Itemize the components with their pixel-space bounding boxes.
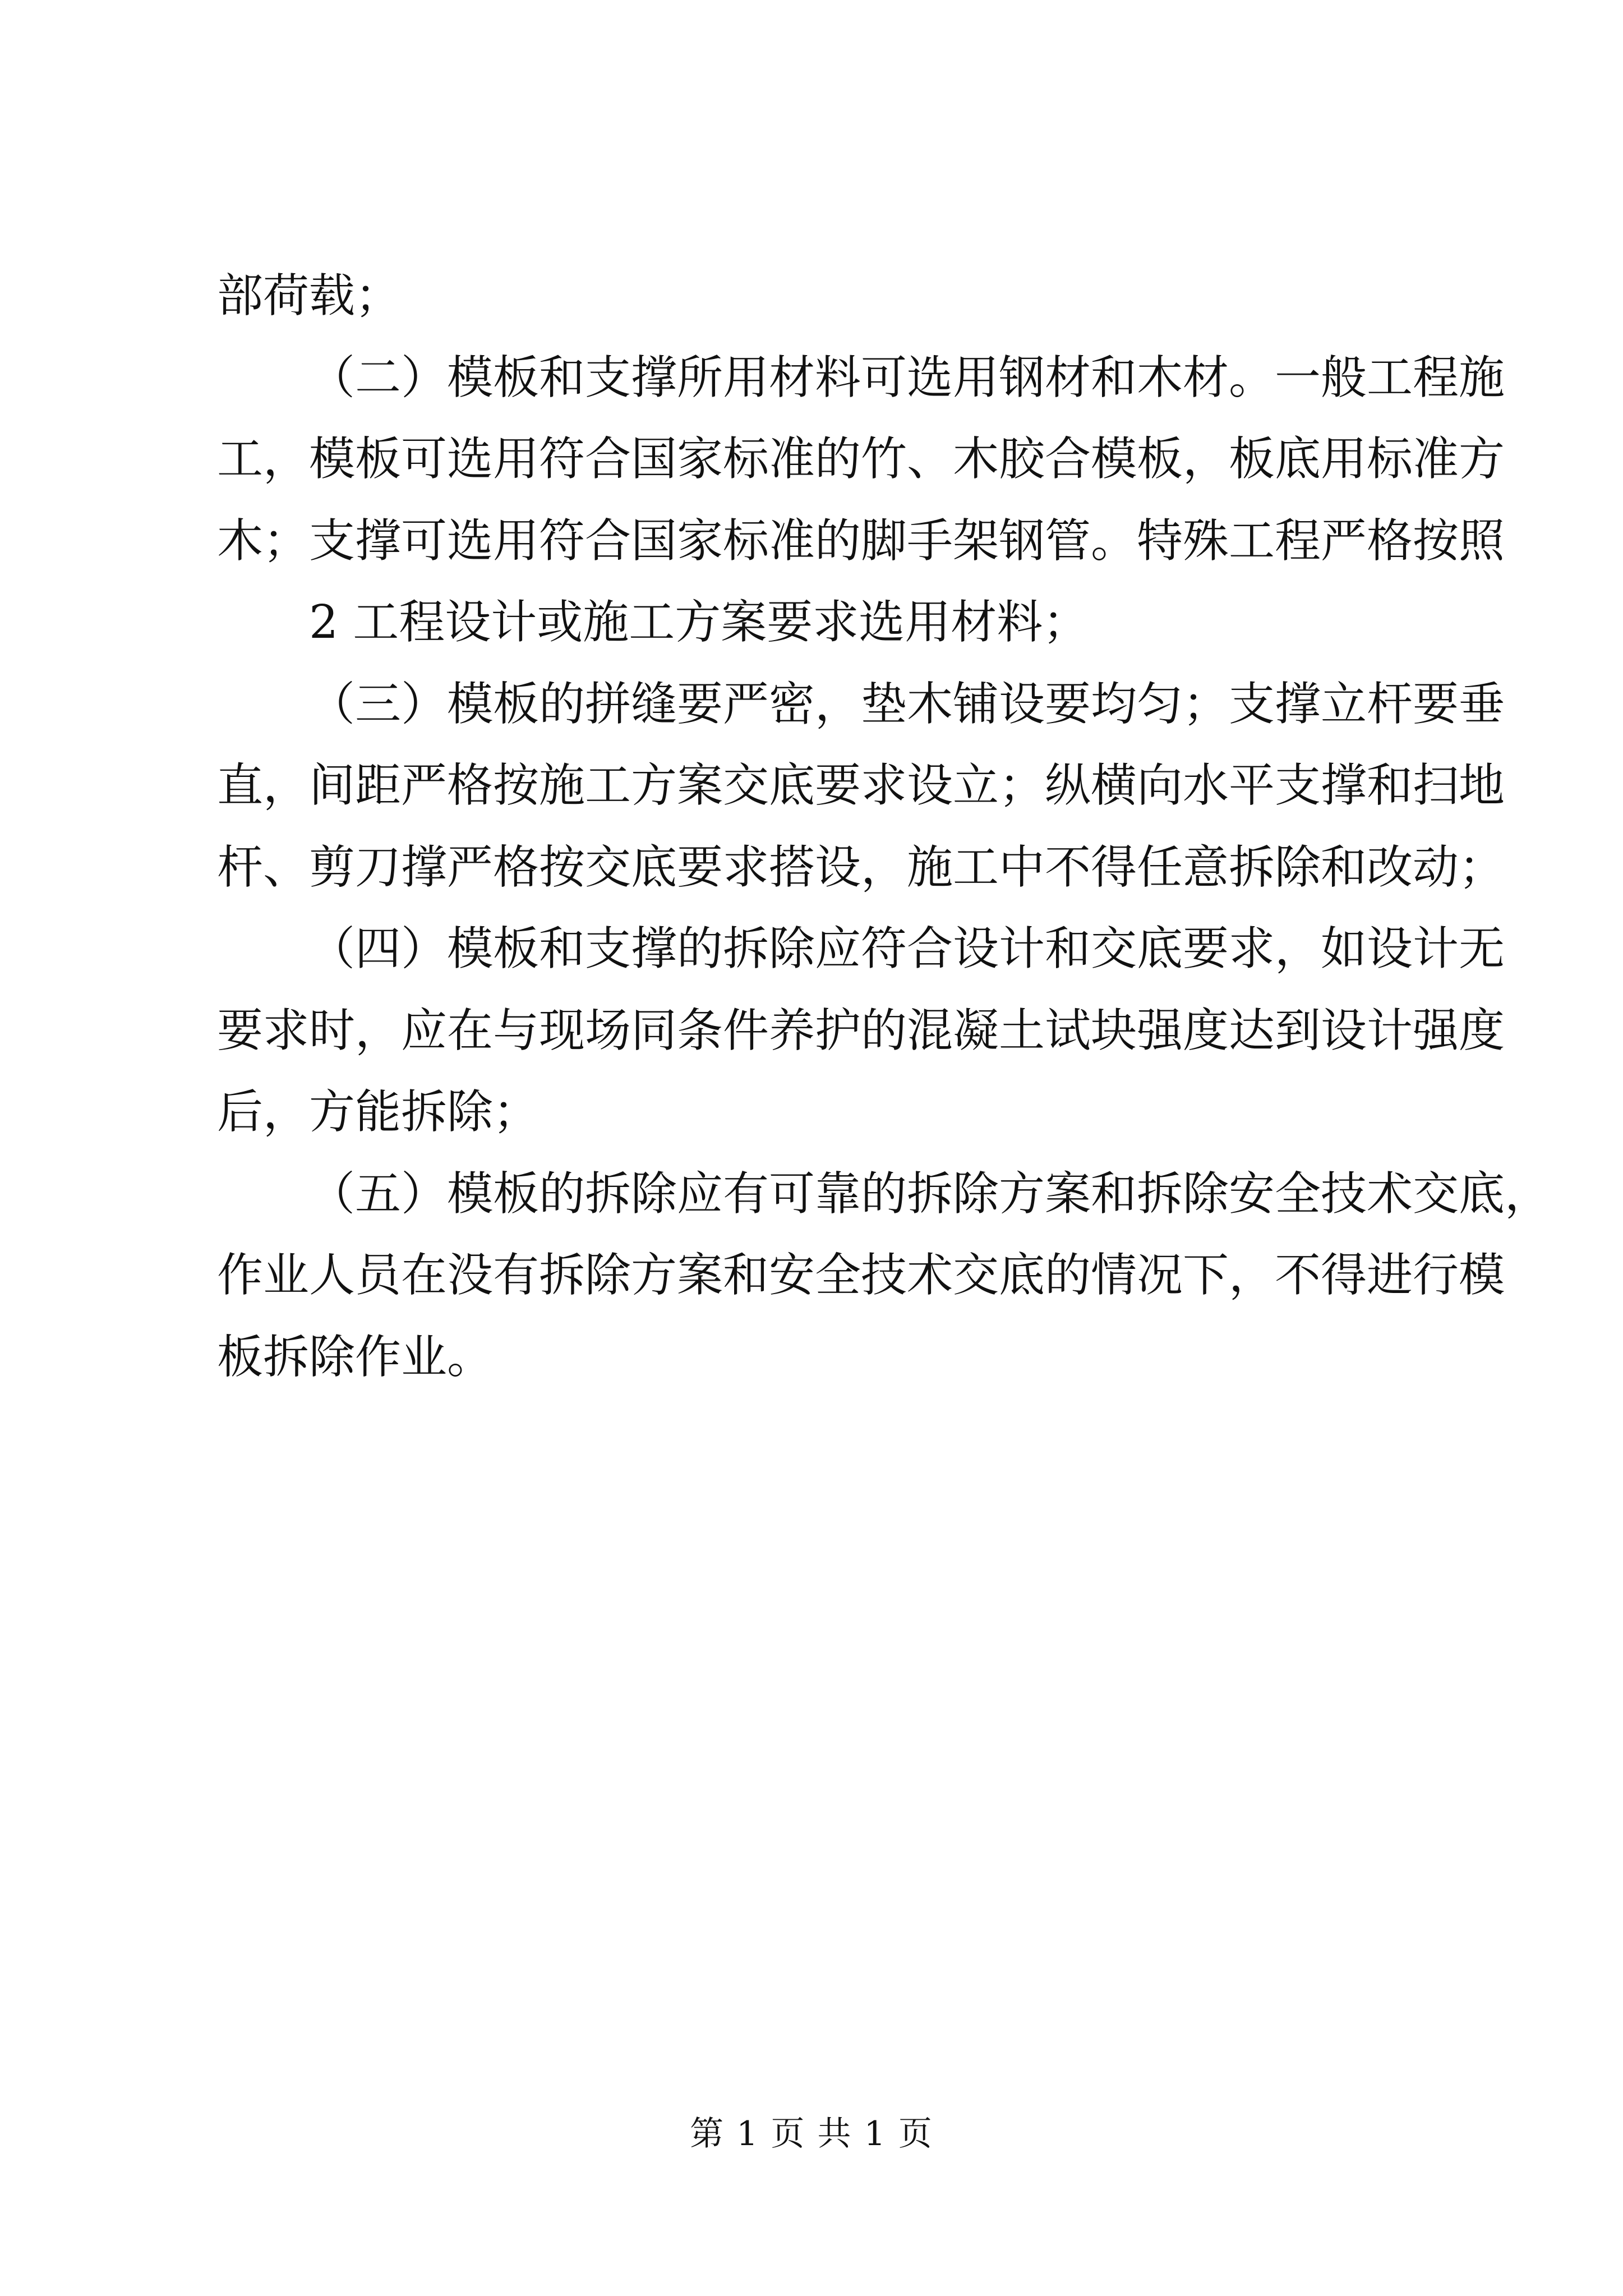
text-line: （五）模板的拆除应有可靠的拆除方案和拆除安全技术交底， <box>309 1167 1551 1221</box>
text-line: 直，间距严格按施工方案交底要求设立；纵横向水平支撑和扫地 <box>217 759 1505 812</box>
text-line: 后，方能拆除； <box>217 1085 540 1139</box>
text-line: 木；支撑可选用符合国家标准的脚手架钢管。特殊工程严格按照 <box>217 514 1505 568</box>
text-line: 作业人员在没有拆除方案和安全技术交底的情况下，不得进行模 <box>217 1249 1505 1302</box>
text-line: 杆、剪刀撑严格按交底要求搭设，施工中不得任意拆除和改动； <box>217 840 1505 894</box>
text-line: 部荷载； <box>217 269 402 323</box>
text-line: （四）模板和支撑的拆除应符合设计和交底要求，如设计无 <box>309 922 1505 976</box>
document-body <box>217 255 1551 1398</box>
text-line: 2 工程设计或施工方案要求选用材料； <box>309 596 1089 649</box>
text-line: 要求时，应在与现场同条件养护的混凝土试块强度达到设计强度 <box>217 1004 1505 1057</box>
text-line: （三）模板的拼缝要严密，垫木铺设要均匀；支撑立杆要垂 <box>309 677 1505 731</box>
text-line: 工，模板可选用符合国家标准的竹、木胶合模板，板底用标准方 <box>217 432 1505 486</box>
page-footer: 第 1 页 共 1 页 <box>690 2114 933 2154</box>
text-line: （二）模板和支撑所用材料可选用钢材和木材。一般工程施 <box>309 351 1505 404</box>
text-line: 板拆除作业。 <box>217 1330 494 1384</box>
